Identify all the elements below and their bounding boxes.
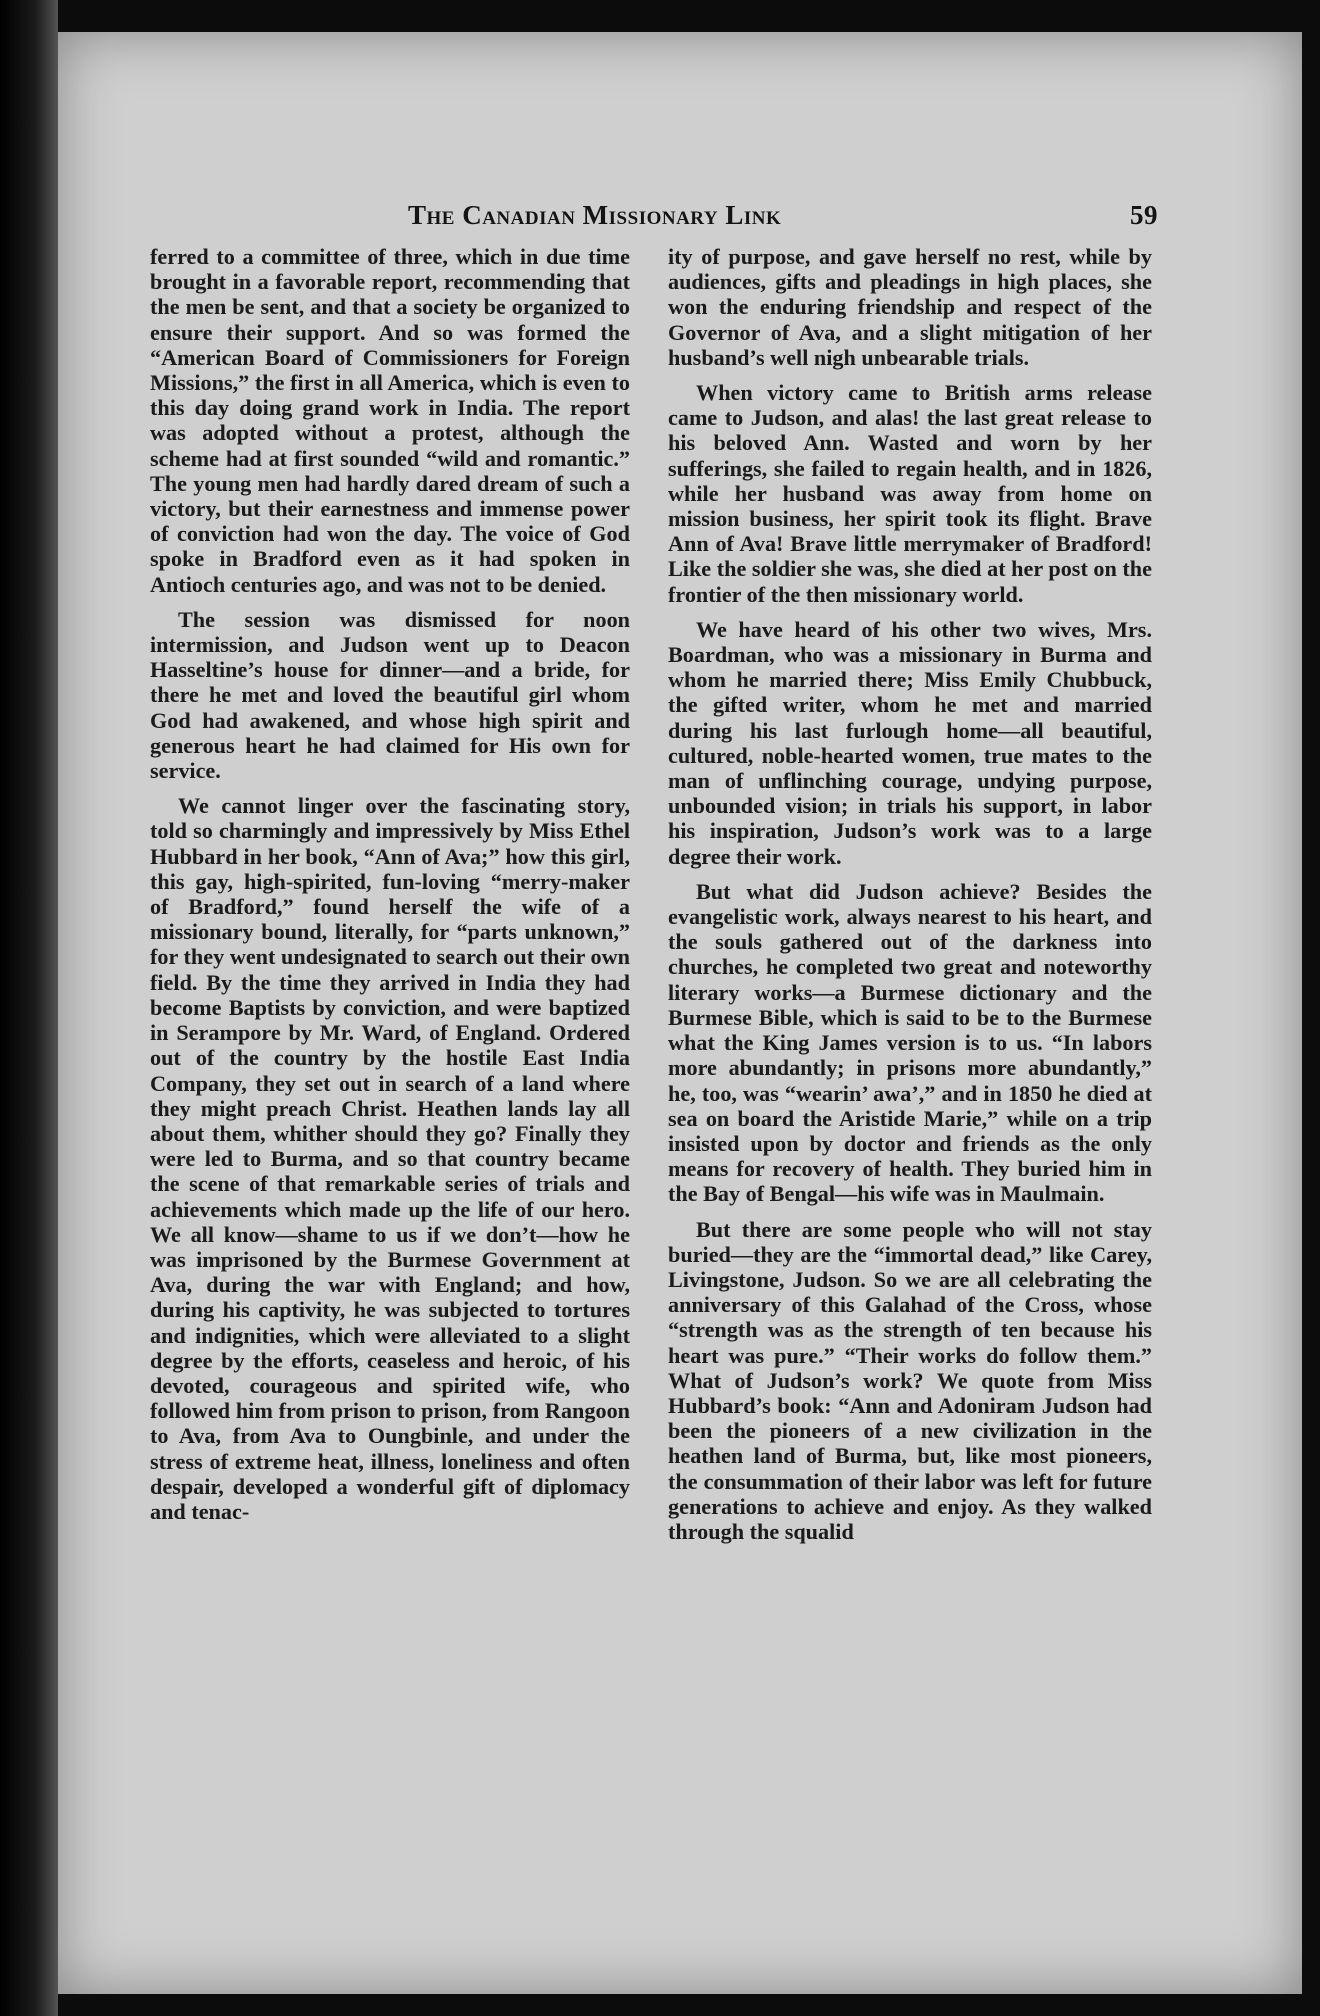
paragraph: The session was dismissed for noon intermission, and Judson went up to Deacon Hasseltine’s house for dinner—and a bride, for there he met and loved the beautiful girl whom God had awakened, and whose high spirit and generous heart he had claimed for His own for service. bbox=[150, 606, 630, 784]
paragraph: But there are some people who will not stay buried—they are the “immortal dead,” like Carey, Livingstone, Judson. So we are all celebrating the anniversary of this Galahad of the Cross, whose “strength was as the strength of ten because his heart was pure.” “Their works do follow them.” What of Judson’s work? We quote from Miss Hubbard’s book: “Ann and Adoniram Judson had been the pioneers of a new civilization in the heathen land of Burma, but, like most pioneers, the consummation of their labor was left for future generations to achieve and enjoy. As they walked through the squalid bbox=[668, 1216, 1152, 1544]
running-header bbox=[408, 200, 1158, 240]
paragraph: When victory came to British arms release came to Judson, and alas! the last great release to his beloved Ann. Wasted and worn by her sufferings, she failed to regain health, and in 1826, while her husband was away from home on mission business, her spirit took its flight. Brave Ann of Ava! Brave little merrymaker of Bradford! Like the soldier she was, she died at her post on the frontier of the then missionary world. bbox=[668, 380, 1152, 607]
left-column bbox=[150, 244, 630, 1534]
running-title: The Canadian Missionary Link bbox=[408, 200, 782, 230]
page-number: 59 bbox=[1130, 200, 1158, 230]
paragraph: But what did Judson achieve? Besides the evangelistic work, always nearest to his heart, and the souls gathered out of the darkness into churches, he completed two great and noteworthy literary works—a Burmese dictionary and the Burmese Bible, which is said to be to the Burmese what the King James version is to us. “In labors more abundantly; in prisons more abundantly,” he, too, was “wearin’ awa’,” and in 1850 he died at sea on board the Aristide Marie,” while on a trip insisted upon by doctor and friends as the only means for recovery of health. They buried him in the Bay of Bengal—his wife was in Maulmain. bbox=[668, 878, 1152, 1207]
paragraph: ferred to a committee of three, which in due time brought in a favorable report, recommending that the men be sent, and that a society be organized to ensure their support. And so was formed the “American Board of Commissioners for Foreign Missions,” the first in all America, which is even to this day doing grand work in India. The report was adopted without a protest, although the scheme had at first sounded “wild and romantic.” The young men had hardly dared dream of such a victory, but their earnestness and immense power of conviction had won the day. The voice of God spoke in Bradford even as it had spoken in Antioch centuries ago, and was not to be denied. bbox=[150, 244, 630, 597]
paragraph: We have heard of his other two wives, Mrs. Boardman, who was a missionary in Burma and whom he married there; Miss Emily Chubbuck, the gifted writer, whom he met and married during his last furlough home—all beautiful, cultured, noble-hearted women, true mates to the man of unflinching courage, undying purpose, unbounded vision; in trials his support, in labor his inspiration, Judson’s work was to a large degree their work. bbox=[668, 616, 1152, 869]
right-column bbox=[668, 244, 1152, 1554]
paragraph: We cannot linger over the fascinating story, told so charmingly and impressively by Miss Ethel Hubbard in her book, “Ann of Ava;” how this girl, this gay, high-spirited, fun-loving “merry-maker of Bradford,” found herself the wife of a missionary bound, literally, for “parts unknown,” for they went undesignated to search out their own field. By the time they arrived in India they had become Baptists by conviction, and were baptized in Serampore by Mr. Ward, of England. Ordered out of the country by the hostile East India Company, they set out in search of a land where they might preach Christ. Heathen lands lay all about them, whither should they go? Finally they were led to Burma, and so that country became the scene of that remarkable series of trials and achievements which made up the life of our hero. We all know—shame to us if we don’t—how he was imprisoned by the Burmese Government at Ava, during the war with England; and how, during his captivity, he was subjected to tortures and indignities, which were alleviated to a slight degree by the efforts, ceaseless and heroic, of his devoted, courageous and spirited wife, who followed him from prison to prison, from Rangoon to Ava, from Ava to Oungbinle, and under the stress of extreme heat, illness, loneliness and often despair, developed a wonderful gift of diplomacy and tenac- bbox=[150, 793, 630, 1524]
paragraph: ity of purpose, and gave herself no rest, while by audiences, gifts and pleadings in high places, she won the enduring friendship and respect of the Governor of Ava, and a slight mitigation of her husband’s well nigh unbearable trials. bbox=[668, 244, 1152, 370]
binding-shadow bbox=[0, 0, 58, 2016]
